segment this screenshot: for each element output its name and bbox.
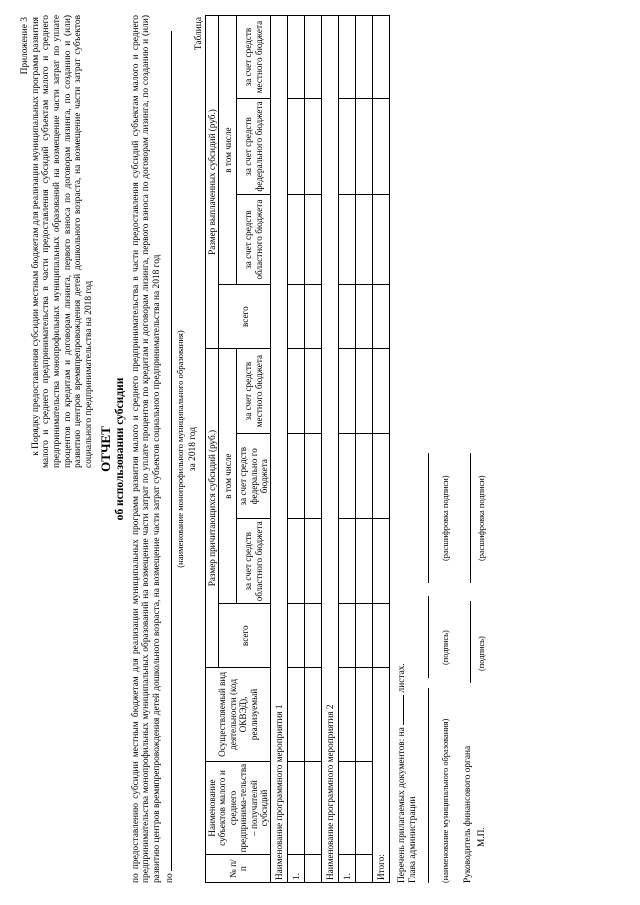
municipality-name-caption: (наименование муниципального образования) xyxy=(440,718,450,883)
finance-signature-blank xyxy=(461,601,471,683)
total-row xyxy=(373,16,390,883)
finance-head-label: Руководитель финансового органа xyxy=(462,745,473,883)
footer xyxy=(394,15,490,883)
header-activity: Осуществляемый вид деятельности (код ОКВЭД), реализуемый xyxy=(205,668,270,762)
municipality-blank-footer xyxy=(419,688,429,883)
header-due-group: Размер причитающихся субсидий (руб.) xyxy=(205,349,218,668)
head-signature-caption: (подпись) xyxy=(440,630,450,665)
header-due-incl: в том числе xyxy=(219,349,237,604)
header-due-local: за счет средств местного бюджета xyxy=(237,349,271,434)
head-signature-blank xyxy=(419,596,429,678)
attached-docs-label: Перечень прилагаемых документов: на xyxy=(397,727,408,883)
subsidy-table xyxy=(205,15,390,883)
section-row-2: Наименование программного мероприятия 2 xyxy=(322,16,339,883)
head-captions-row xyxy=(441,15,455,883)
header-name: Наименование субъектов малого и среднего предпринима-тельства – получателей субсидий xyxy=(205,761,270,855)
row-num: 1. xyxy=(339,855,356,883)
header-paid-incl: в том числе xyxy=(219,16,237,285)
attached-docs-line xyxy=(394,15,408,883)
head-decode-blank xyxy=(419,453,429,583)
po-label: по xyxy=(165,873,176,883)
appendix-title: Приложение 3 xyxy=(20,17,30,75)
header-paid-total: всего xyxy=(219,285,271,349)
row-num: 1. xyxy=(288,855,305,883)
header-paid-federal: за счет средств федерального бюджета xyxy=(237,99,271,195)
document-page xyxy=(20,15,491,883)
report-description: по предоставлению субсидии местным бюджетам для реализации муниципальных программ развития малого и среднего предпринимательства в части предоставления субсидий субъектам малого и среднего предпринимательства монопрофильных муниципальных образований на возмещение части затрат по уплате процентов по кредитам и договорам лизинга, первого взноса по договорам лизинга, по созданию и (или) развитию центров времяпрепровождения детей дошкольного возраста, на возмещение части затрат субъектов социального предпринимательства на 2018 год xyxy=(130,15,162,883)
attached-docs-blank xyxy=(394,695,404,725)
municipality-blank xyxy=(162,31,172,871)
finance-signature-row xyxy=(461,15,477,883)
table-row xyxy=(339,16,356,883)
finance-decode-blank xyxy=(461,453,471,583)
table-row xyxy=(288,16,305,883)
total-label: Итого: xyxy=(373,668,390,883)
header-paid-local: за счет средств местного бюджета xyxy=(237,16,271,99)
appendix-ref-line: к Порядку предоставления субсидии местным бюджетам для реализации муниципальных программ развития xyxy=(30,17,41,456)
municipality-caption: (наименование монопрофильного муниципального образования) xyxy=(175,330,186,568)
row-num xyxy=(356,855,373,883)
finance-signature-caption: (подпись) xyxy=(476,636,486,671)
header-due-federal: за счет средств федерально го бюджета xyxy=(237,434,271,519)
table-row xyxy=(305,16,322,883)
table-label: Таблица xyxy=(194,17,205,51)
head-decode-caption: (расшифровка подписи) xyxy=(440,475,450,561)
report-year: за 2018 год xyxy=(187,426,198,472)
header-num: № п/п xyxy=(205,855,270,883)
municipality-line xyxy=(162,15,176,883)
appendix-body: малого и среднего предпринимательства в части предоставления субсидий субъектам малого и среднего предпринимательства монопрофильных муниципальных образований на возмещение части затрат по уплате процентов по кредитам и договорам лизинга, первого взноса по договорам лизинга, по созданию и (или) развитию центров времяпрепровождения детей дошкольного возраста, на возмещение части затрат субъектов социального предпринимательства на 2018 год xyxy=(41,15,94,468)
head-admin-label: Глава администрации xyxy=(407,796,418,883)
stamp-label: М.П. xyxy=(476,827,487,847)
header-due-regional: за счет средств областного бюджета xyxy=(237,519,271,604)
row-num xyxy=(305,855,322,883)
appendix-header xyxy=(20,17,41,883)
table-row xyxy=(356,16,373,883)
report-title: ОТЧЕТ xyxy=(98,426,114,472)
section-row-1: Наименование программного мероприятия 1 xyxy=(271,16,288,883)
finance-captions-row xyxy=(477,15,491,883)
header-paid-group: Размер выплаченных субсидий (руб.) xyxy=(205,16,218,349)
attached-docs-suffix: листах. xyxy=(397,663,408,693)
header-paid-regional: за счет средств областного бюджета xyxy=(237,194,271,284)
head-signature-row xyxy=(419,15,441,883)
report-subtitle: об использовании субсидии xyxy=(114,377,127,521)
header-due-total: всего xyxy=(219,604,271,668)
finance-decode-caption: (расшифровка подписи) xyxy=(476,475,486,561)
